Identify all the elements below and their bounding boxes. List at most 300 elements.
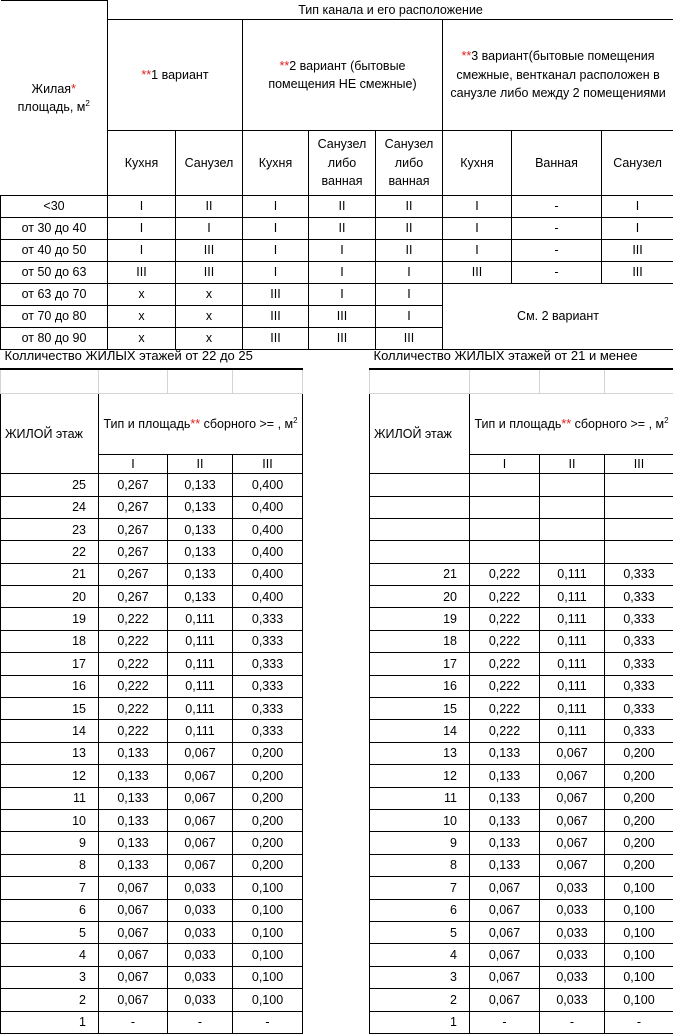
area-value-cell: 0,200 [233,809,303,831]
area-value-cell: 0,333 [605,698,673,720]
type-value-cell: II [309,217,376,239]
type-roman-cell: III [605,455,673,474]
area-value-cell: 0,067 [168,832,233,854]
area-range-cell: от 40 до 50 [1,239,108,261]
area-value-cell: 0,200 [605,765,673,787]
area-value-cell: 0,222 [99,608,168,630]
area-value-cell: 0,133 [470,765,540,787]
area-value-cell: 0,033 [540,966,605,988]
area-value-cell: 0,067 [540,854,605,876]
subheader-cell: Кухня [243,130,309,195]
area-value-cell: 0,067 [540,832,605,854]
area-value-cell: 0,033 [168,966,233,988]
floor-number-cell: 11 [1,787,99,809]
floor-row [1,563,303,585]
floor-row [370,630,673,652]
floor-number-cell: 3 [370,966,470,988]
type-value-cell: I [309,261,376,283]
type-value-cell: I [309,239,376,261]
floor-row [370,541,673,563]
area-value-cell [540,541,605,563]
type-value-cell: III [309,327,376,349]
area-value-cell: 0,111 [168,720,233,742]
floor-row [1,630,303,652]
area-value-cell: 0,333 [233,630,303,652]
floor-number-cell: 6 [370,899,470,921]
area-value-cell: 0,133 [168,474,233,496]
area-value-cell: 0,100 [233,966,303,988]
area-value-cell [540,474,605,496]
type-value-cell: I [176,217,243,239]
area-value-cell: 0,133 [168,496,233,518]
floor-row [370,608,673,630]
area-value-cell: 0,333 [605,563,673,585]
floor-row [1,675,303,697]
type-area-header: Тип и площадь** сборного >= , $м^2$ [99,394,303,455]
floor-row [370,832,673,854]
type-value-cell: I [309,283,376,305]
type-area-header: Тип и площадь** сборного >= , $м^2$ [470,394,673,455]
area-value-cell: 0,333 [605,653,673,675]
area-row [1,261,673,283]
area-value-cell: 0,067 [470,944,540,966]
type-value-cell: II [376,195,443,217]
area-value-cell [540,518,605,540]
area-value-cell: 0,200 [605,742,673,764]
area-value-cell: 0,333 [605,630,673,652]
floor-row [370,720,673,742]
type-value-cell: I [376,283,443,305]
area-value-cell: 0,033 [168,899,233,921]
area-value-cell: 0,133 [99,765,168,787]
type-value-cell: II [176,195,243,217]
floor-number-cell: 4 [1,944,99,966]
area-value-cell: 0,100 [605,966,673,988]
area-value-cell: 0,033 [168,944,233,966]
channel-group-title: Тип канала и его расположение [108,1,673,20]
area-value-cell: 0,111 [168,608,233,630]
floor-row [370,944,673,966]
floor-number-cell: 14 [370,720,470,742]
area-value-cell: 0,111 [540,586,605,608]
type-value-cell: x [108,283,176,305]
area-value-cell: 0,333 [233,653,303,675]
area-value-cell: 0,100 [605,989,673,1011]
floor-row [1,474,303,496]
floor-number-cell: 4 [370,944,470,966]
type-value-cell: I [108,217,176,239]
area-value-cell: 0,222 [99,698,168,720]
area-value-cell: - [233,1011,303,1033]
floor-number-cell: 16 [1,675,99,697]
floor-row [1,765,303,787]
floor-number-cell [370,474,470,496]
floor-header: ЖИЛОЙ этаж [1,394,99,474]
area-value-cell: 0,133 [99,809,168,831]
area-value-cell: 0,222 [470,630,540,652]
area-value-cell: 0,400 [233,563,303,585]
area-value-cell: 0,333 [605,608,673,630]
area-value-cell: 0,067 [470,989,540,1011]
area-value-cell: 0,200 [233,787,303,809]
variant-2-header: **2 вариант (бытовые помещения НЕ смежные) [243,19,443,130]
area-value-cell: 0,100 [605,899,673,921]
area-value-cell: 0,133 [168,563,233,585]
floor-row [370,653,673,675]
area-value-cell: - [168,1011,233,1033]
floor-number-cell: 17 [1,653,99,675]
floors-21-less-table [369,345,673,1034]
area-value-cell: - [99,1011,168,1033]
type-value-cell: I [243,239,309,261]
area-value-cell: 0,267 [99,474,168,496]
floor-number-cell: 3 [1,966,99,988]
type-value-cell: III [309,305,376,327]
ventilation-channel-type-table [0,0,673,350]
area-value-cell: 0,100 [233,989,303,1011]
area-value-cell: 0,111 [168,698,233,720]
floor-row [1,787,303,809]
area-value-cell: 0,100 [233,921,303,943]
area-value-cell: 0,133 [470,809,540,831]
floor-number-cell: 5 [370,921,470,943]
floor-number-cell: 7 [1,877,99,899]
floor-row [370,675,673,697]
floor-row [370,563,673,585]
floor-row [1,608,303,630]
floor-row [1,698,303,720]
area-value-cell: 0,067 [168,787,233,809]
floor-row [370,787,673,809]
subheader-cell: Санузел либо ванная [309,130,376,195]
area-value-cell: - [540,1011,605,1033]
variant-1-header: **1 вариант [108,19,243,130]
floor-row [1,720,303,742]
area-value-cell: 0,111 [168,630,233,652]
area-value-cell: 0,333 [605,720,673,742]
floor-row [1,944,303,966]
area-value-cell [470,518,540,540]
area-value-cell: 0,133 [99,832,168,854]
area-value-cell: 0,333 [233,720,303,742]
type-roman-cell: III [233,455,303,474]
floor-number-cell: 8 [370,854,470,876]
floor-number-cell: 12 [370,765,470,787]
area-value-cell: 0,222 [99,675,168,697]
area-row [1,217,673,239]
floor-number-cell: 22 [1,541,99,563]
area-value-cell: 0,400 [233,474,303,496]
area-value-cell: 0,222 [470,608,540,630]
floor-row [1,899,303,921]
floor-row [1,921,303,943]
area-value-cell [605,541,673,563]
area-value-cell: 0,033 [168,989,233,1011]
floor-number-cell: 14 [1,720,99,742]
subheader-cell: Санузел [176,130,243,195]
type-value-cell: I [243,217,309,239]
floor-row [370,698,673,720]
type-roman-cell: I [99,455,168,474]
area-value-cell: 0,033 [540,899,605,921]
area-value-cell [470,474,540,496]
floor-number-cell: 8 [1,854,99,876]
subheader-cell: Санузел либо ванная [376,130,443,195]
floor-number-cell: 20 [370,586,470,608]
area-value-cell: 0,067 [540,742,605,764]
area-value-cell [605,496,673,518]
type-value-cell: - [512,195,602,217]
area-value-cell: 0,100 [605,921,673,943]
floors-21-less-caption: Колличество ЖИЛЫХ этажей от 21 и менее [370,345,673,369]
floor-row [370,742,673,764]
subheader-cell: Ванная [512,130,602,195]
area-value-cell: 0,111 [168,675,233,697]
floor-row [1,877,303,899]
area-value-cell: 0,333 [605,586,673,608]
area-value-cell: 0,111 [540,608,605,630]
area-value-cell: 0,111 [540,698,605,720]
area-value-cell: 0,267 [99,586,168,608]
type-value-cell: III [602,239,673,261]
type-value-cell: III [243,283,309,305]
see-variant-2-cell: См. 2 вариант [443,283,673,349]
area-header-label: Жилая [32,82,72,96]
floor-row [370,765,673,787]
floor-number-cell: 7 [370,877,470,899]
floor-row [370,474,673,496]
area-value-cell: 0,200 [233,854,303,876]
area-value-cell [470,496,540,518]
area-value-cell: 0,067 [99,944,168,966]
floor-number-cell: 23 [1,518,99,540]
type-roman-cell: I [470,455,540,474]
floor-number-cell: 18 [370,630,470,652]
area-value-cell: 0,222 [470,653,540,675]
type-value-cell: III [243,305,309,327]
floor-number-cell: 13 [370,742,470,764]
area-range-cell: от 70 до 80 [1,305,108,327]
floor-header: ЖИЛОЙ этаж [370,394,470,474]
area-value-cell: 0,067 [99,966,168,988]
area-value-cell: 0,333 [605,675,673,697]
floor-row [370,518,673,540]
type-value-cell: - [512,261,602,283]
type-value-cell: I [602,195,673,217]
area-value-cell: 0,133 [168,518,233,540]
area-value-cell: 0,200 [605,832,673,854]
area-value-cell [605,474,673,496]
floor-row [370,854,673,876]
area-value-cell: 0,222 [470,586,540,608]
floor-row [370,966,673,988]
area-value-cell: 0,133 [470,787,540,809]
floor-number-cell: 17 [370,653,470,675]
type-value-cell: I [443,217,512,239]
subheader-cell: Санузел [602,130,673,195]
type-value-cell: I [243,261,309,283]
floor-row [1,966,303,988]
floor-row [370,877,673,899]
type-value-cell: I [443,195,512,217]
floors-22-25-table [0,345,303,1034]
area-value-cell: 0,033 [540,944,605,966]
area-value-cell: - [605,1011,673,1033]
floor-row [1,809,303,831]
area-value-cell: 0,067 [470,877,540,899]
area-value-cell: 0,067 [168,742,233,764]
area-value-cell: 0,222 [470,675,540,697]
area-value-cell: 0,033 [540,921,605,943]
area-value-cell: 0,200 [605,787,673,809]
type-value-cell: x [176,283,243,305]
type-value-cell: III [108,261,176,283]
floor-row [370,586,673,608]
area-value-cell: 0,200 [605,854,673,876]
area-range-cell: <30 [1,195,108,217]
area-value-cell: 0,067 [168,854,233,876]
floor-row [1,1011,303,1033]
floor-number-cell: 16 [370,675,470,697]
area-value-cell: 0,100 [233,944,303,966]
floor-number-cell [370,496,470,518]
floor-row [1,518,303,540]
area-value-cell: 0,067 [470,921,540,943]
area-value-cell: 0,067 [168,809,233,831]
area-value-cell: 0,200 [605,809,673,831]
type-value-cell: III [376,327,443,349]
area-value-cell: - [470,1011,540,1033]
area-value-cell: 0,033 [540,989,605,1011]
floor-number-cell: 21 [1,563,99,585]
floor-number-cell: 19 [370,608,470,630]
type-roman-cell: II [540,455,605,474]
area-value-cell: 0,067 [540,787,605,809]
floor-number-cell [370,518,470,540]
type-value-cell: III [176,239,243,261]
area-value-cell: 0,200 [233,832,303,854]
area-value-cell: 0,111 [168,653,233,675]
area-value-cell: 0,222 [470,563,540,585]
area-value-cell: 0,067 [540,809,605,831]
floor-row [370,809,673,831]
type-roman-cell: II [168,455,233,474]
floor-number-cell: 15 [1,698,99,720]
floor-number-cell: 6 [1,899,99,921]
area-value-cell: 0,133 [168,541,233,563]
type-value-cell: I [243,195,309,217]
area-range-cell: от 63 до 70 [1,283,108,305]
area-value-cell: 0,400 [233,541,303,563]
floor-row [370,989,673,1011]
floor-number-cell: 18 [1,630,99,652]
area-range-cell: от 50 до 63 [1,261,108,283]
floor-row [1,854,303,876]
type-value-cell: I [602,217,673,239]
floor-number-cell: 21 [370,563,470,585]
type-value-cell: x [176,305,243,327]
type-value-cell: x [176,327,243,349]
floor-number-cell: 19 [1,608,99,630]
area-value-cell: 0,067 [99,899,168,921]
area-unit-sup: 2 [85,99,89,108]
area-value-cell [605,518,673,540]
area-value-cell: 0,111 [540,675,605,697]
type-value-cell: I [108,195,176,217]
type-value-cell: I [376,305,443,327]
floor-number-cell: 1 [1,1011,99,1033]
type-value-cell: - [512,239,602,261]
area-value-cell: 0,111 [540,720,605,742]
area-value-cell: 0,333 [233,698,303,720]
floor-number-cell: 20 [1,586,99,608]
area-value-cell: 0,033 [168,877,233,899]
area-value-cell: 0,100 [605,944,673,966]
area-value-cell: 0,067 [99,877,168,899]
area-value-cell: 0,067 [470,966,540,988]
area-row [1,239,673,261]
area-value-cell: 0,100 [233,877,303,899]
floor-row [370,496,673,518]
floor-number-cell: 24 [1,496,99,518]
area-value-cell: 0,100 [233,899,303,921]
floor-number-cell: 9 [370,832,470,854]
area-value-cell [470,541,540,563]
type-value-cell: - [512,217,602,239]
area-value-cell: 0,067 [99,989,168,1011]
area-value-cell: 0,200 [233,742,303,764]
floor-row [1,742,303,764]
area-value-cell: 0,111 [540,563,605,585]
area-value-cell: 0,111 [540,630,605,652]
area-value-cell: 0,033 [540,877,605,899]
area-value-cell: 0,222 [99,720,168,742]
floor-number-cell: 10 [370,809,470,831]
area-header-cell [1,1,108,196]
area-value-cell: 0,222 [99,630,168,652]
type-value-cell: III [602,261,673,283]
floor-row [1,541,303,563]
floor-number-cell: 5 [1,921,99,943]
floor-number-cell: 2 [1,989,99,1011]
floor-number-cell: 25 [1,474,99,496]
floor-number-cell: 2 [370,989,470,1011]
type-value-cell: I [108,239,176,261]
floors-22-25-caption: Колличество ЖИЛЫХ этажей от 22 до 25 [1,345,303,369]
floor-number-cell: 9 [1,832,99,854]
floor-number-cell: 15 [370,698,470,720]
floor-number-cell: 13 [1,742,99,764]
area-value-cell: 0,267 [99,563,168,585]
area-row [1,195,673,217]
variant-3-header: **3 вариант(бытовые помещения смежные, вентканал расположен в санузле либо между 2 помещениями [443,19,673,130]
floor-row [370,921,673,943]
area-row [1,283,673,305]
subheader-cell: Кухня [443,130,512,195]
floor-number-cell [370,541,470,563]
area-value-cell: 0,267 [99,518,168,540]
area-value-cell: 0,222 [470,720,540,742]
area-value-cell: 0,222 [470,698,540,720]
area-value-cell: 0,222 [99,653,168,675]
area-value-cell: 0,067 [540,765,605,787]
area-value-cell: 0,133 [470,854,540,876]
area-value-cell: 0,333 [233,675,303,697]
area-value-cell: 0,133 [470,742,540,764]
area-value-cell: 0,267 [99,496,168,518]
floor-row [1,496,303,518]
type-value-cell: I [376,261,443,283]
